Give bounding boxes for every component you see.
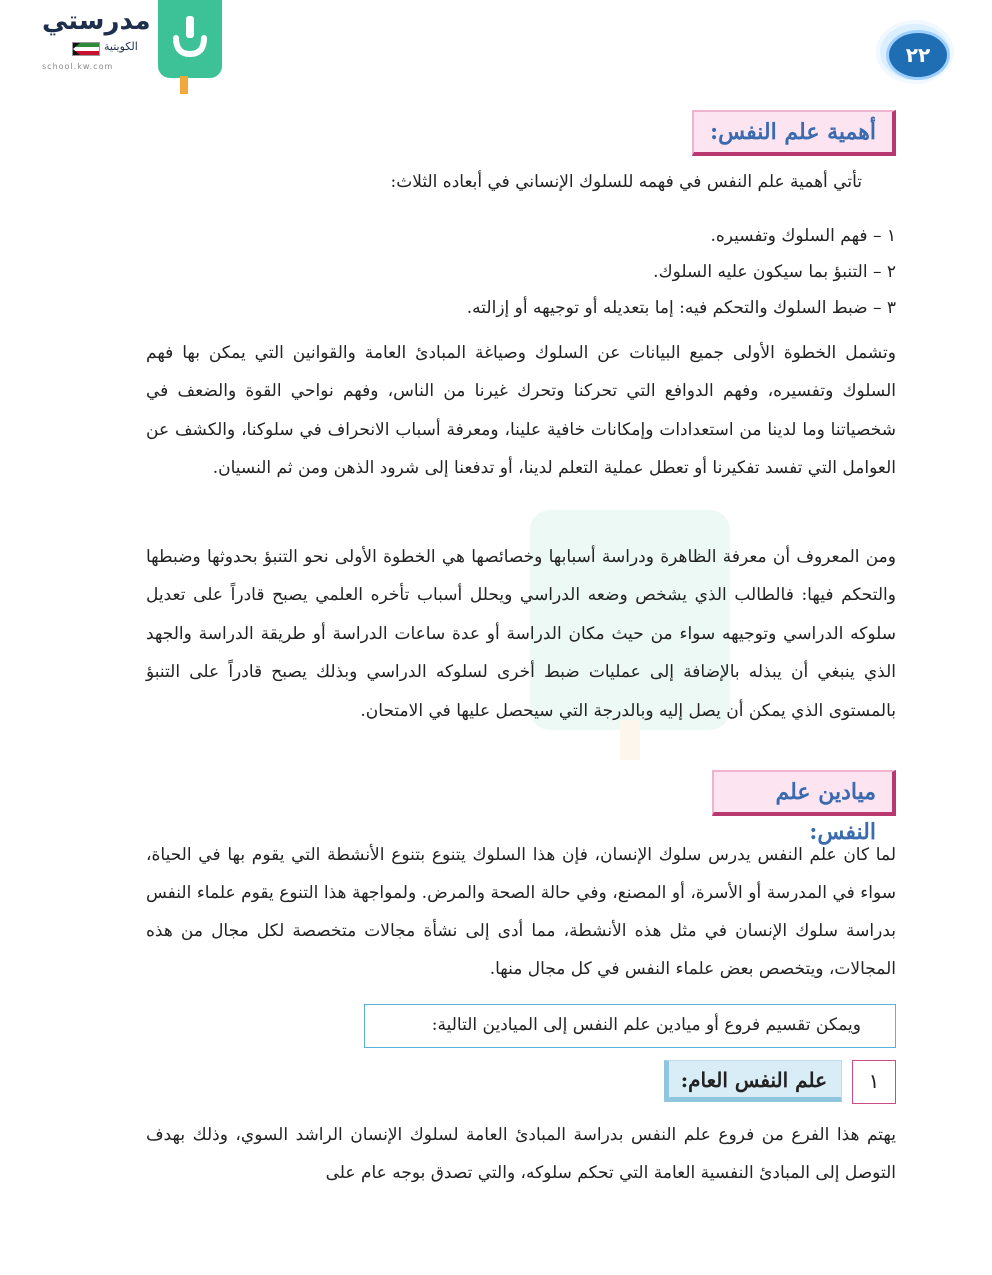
logo-url: school.kw.com [42,62,114,71]
list-item: ٢ – التنبؤ بما سيكون عليه السلوك. [653,262,896,282]
section-heading-fields: ميادين علم النفس: [712,770,896,816]
logo-country: الكويتية [104,40,138,53]
kuwait-flag-icon [72,42,100,56]
note-box: ويمكن تقسيم فروع أو ميادين علم النفس إلى الميادين التالية: [364,1004,896,1048]
paragraph-fields: لما كان علم النفس يدرس سلوك الإنسان، فإن هذا السلوك يتنوع بتنوع الأنشطة التي يقوم بها في الحياة، سواء في المدرسة أو الأسرة، أو المصنع، وفي حالة الصحة والمرض. ولمواجهة هذا التنوع يقوم علماء النفس بدراسة سلوك الإنسان في مثل هذه الأنشطة، مما أدى إلى نشأة مجالات متخصصة لكل مجال من هذه المجالات، ويتخصص بعض علماء النفس في كل مجال منها. [146,845,896,979]
paragraph-prediction: ومن المعروف أن معرفة الظاهرة ودراسة أسبابها وخصائصها هي الخطوة الأولى نحو التنبؤ بحدوثها وضبطها والتحكم فيها: فالطالب الذي يشخص وضعه الدراسي ويحلل أسباب تأخره العلمي يصبح قادراً على تعديل سلوكه الدراسي وتوجيهه سواء من حيث مكان الدراسة أو عدة ساعات الدراسة أو طريقة الدراسة والجهد الذي ينبغي أن يبذله بالإضافة إلى عمليات ضبط أخرى لسلوكه الدراسي وبذلك يصبح قادراً على التنبؤ بالمستوى الذي يمكن أن يصل إليه وبالدرجة التي سيحصل عليها في الامتحان. [146,547,897,721]
paragraph-first-step: وتشمل الخطوة الأولى جميع البيانات عن السلوك وصياغة المبادئ العامة والقوانين التي يمكن بها فهم السلوك وتفسيره، وفهم الدوافع التي تحركنا وتحرك غيرنا من الناس، وفهم نواحي القوة والضعف في شخصياتنا وما لدينا من استعدادات وإمكانات خافية علينا، ومعرفة أسباب الانحراف في سلوكنا، والكشف عن العوامل التي تفسد تفكيرنا أو تعطل عملية التعلم لدينا، أو تدفعنا إلى شرود الذهن ومن ثم النسيان. [146,343,896,479]
list-item: ٣ – ضبط السلوك والتحكم فيه: إما بتعديله أو توجيهه أو إزالته. [466,298,896,318]
list-item: ١ – فهم السلوك وتفسيره. [710,226,896,246]
subsection-title: علم النفس العام: [664,1060,842,1102]
subsection-number: ١ [852,1060,896,1104]
page-number: ٢٢ [886,30,950,80]
logo-badge-icon [158,0,222,78]
subsection-header [660,1060,896,1106]
intro-text: تأتي أهمية علم النفس في فهمه للسلوك الإنساني في أبعاده الثلاث: [390,172,862,192]
logo-name: مدرستي [42,6,151,36]
bookmark-icon [180,76,188,94]
paragraph-general-psychology: يهتم هذا الفرع من فروع علم النفس بدراسة المبادئ العامة لسلوك الإنسان الراشد السوي، وذلك بهدف التوصل إلى المبادئ النفسية العامة التي تحكم سلوكه، والتي تصدق بوجه عام على [146,1125,896,1183]
section-heading-importance: أهمية علم النفس: [692,110,896,156]
